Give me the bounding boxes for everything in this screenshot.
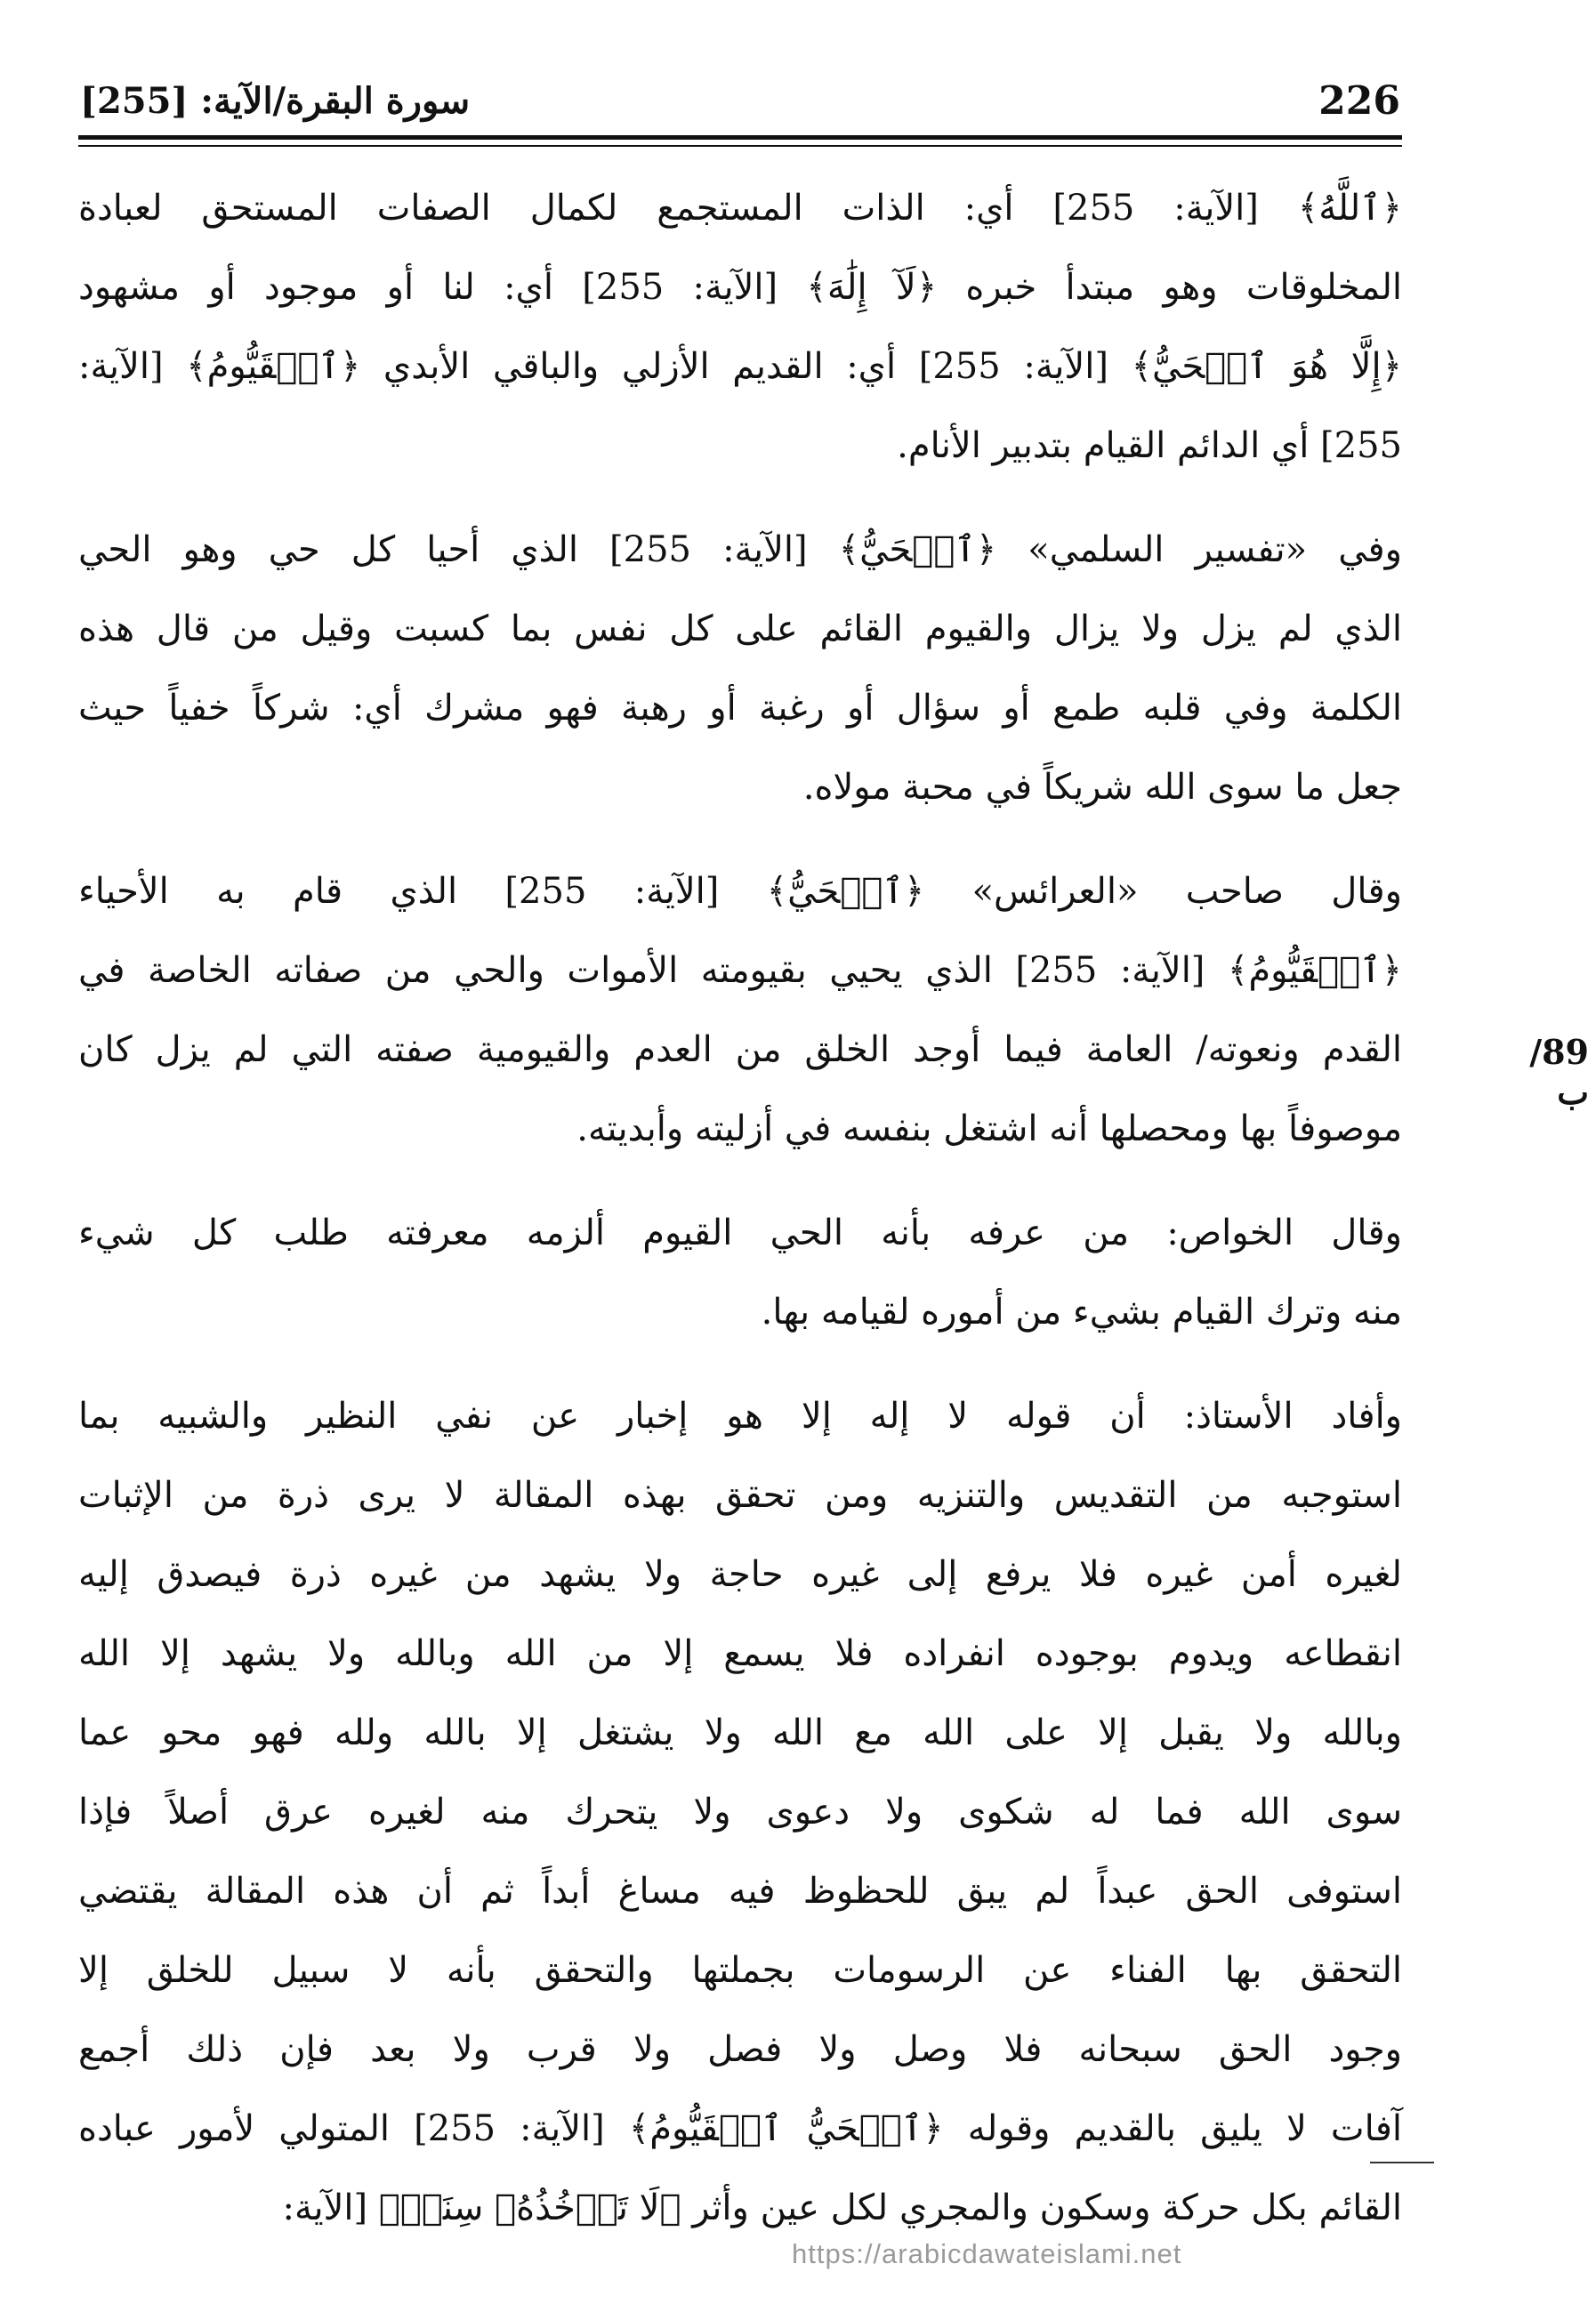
page-number: 226 [1318, 78, 1400, 124]
text-line: وفي «تفسير السلمي» ﴿ٱلۡحَيُّ﴾ [الآية: 255] الذي أحيا كل حي وهو الحي [78, 529, 1402, 570]
text-line: وقال صاحب «العرائس» ﴿ٱلۡحَيُّ﴾ [الآية: 255] الذي قام به الأحياء [78, 871, 1402, 912]
text-line: التحقق بها الفناء عن الرسومات بجملتها والتحقق بأنه لا سبيل للخلق إلا [78, 1950, 1402, 1991]
paragraph [78, 1194, 1402, 1352]
header-rule-thick [78, 135, 1402, 140]
text-line: منه وترك القيام بشيء من أموره لقيامه بها. [761, 1292, 1402, 1333]
text-line: ﴿إِلَّا هُوَ ٱلۡحَيُّ﴾ [الآية: 255] أي: القديم الأزلي والباقي الأبدي ﴿ٱلۡقَيُّومُ﴾ [الآية: [78, 346, 1403, 387]
header-rule-thin [78, 145, 1402, 147]
text-line: وأفاد الأستاذ: أن قوله لا إله إلا هو إخبار عن نفي النظير والشبيه بما [78, 1396, 1402, 1437]
text-line: القائم بكل حركة وسكون والمجري لكل عين وأثر ﴿لَا تَأۡخُذُهُۥ سِنَةٞ﴾ [الآية: [282, 2187, 1402, 2228]
paragraph [78, 1377, 1402, 2248]
text-line: 255] أي الدائم القيام بتدبير الأنام. [897, 425, 1402, 466]
text-line: سوى الله فما له شكوى ولا دعوى ولا يتحرك منه لغيره عرق أصلاً فإذا [78, 1792, 1402, 1833]
paragraph [78, 852, 1402, 1169]
text-line: آفات لا يليق بالقديم وقوله ﴿ٱلۡحَيُّ ٱلۡقَيُّومُ﴾ [الآية: 255] المتولي لأمور عباده [78, 2108, 1402, 2149]
text-line: الذي لم يزل ولا يزال والقيوم القائم على كل نفس بما كسبت وقيل من قال هذه [78, 608, 1402, 649]
text-line: لغيره أمن غيره فلا يرفع إلى غيره حاجة ولا يشهد من غيره ذرة فيصدق إليه [78, 1554, 1402, 1595]
text-line: استوجبه من التقديس والتنزيه ومن تحقق بهذه المقالة لا يرى ذرة من الإثبات [78, 1475, 1402, 1516]
body-text [78, 169, 1402, 2273]
text-line: استوفى الحق عبداً لم يبق للحظوظ فيه مساغ أبداً ثم أن هذه المقالة يقتضي [78, 1871, 1402, 1912]
watermark-url: https://arabicdawateislami.net [792, 2238, 1182, 2269]
running-title: سورة البقرة/الآية: [255] [80, 80, 471, 122]
text-line: وقال الخواص: من عرفه بأنه الحي القيوم ألزمه معرفته طلب كل شيء [78, 1212, 1402, 1253]
paragraph [78, 511, 1402, 827]
footnote-separator [1370, 2162, 1434, 2163]
text-line: المخلوقات وهو مبتدأ خبره ﴿لَآ إِلَٰهَ﴾ [الآية: 255] أي: لنا أو موجود أو مشهود [78, 267, 1403, 308]
text-line: موصوفاً بها ومحصلها أنه اشتغل بنفسه في أزليته وأبديته. [576, 1108, 1402, 1149]
margin-folio-note: 89/ب [1529, 1032, 1589, 1112]
paragraph [78, 169, 1402, 486]
text-line: انقطاعه ويدوم بوجوده انفراده فلا يسمع إلا من الله وبالله ولا يشهد إلا الله [78, 1633, 1402, 1674]
text-line: الكلمة وفي قلبه طمع أو سؤال أو رغبة أو رهبة فهو مشرك أي: شركاً خفياً حيث [78, 688, 1402, 729]
page-header [78, 78, 1402, 137]
text-line: جعل ما سوى الله شريكاً في محبة مولاه. [802, 767, 1402, 808]
text-line: وجود الحق سبحانه فلا وصل ولا فصل ولا قرب ولا بعد فإن ذلك أجمع [78, 2029, 1402, 2070]
text-line: ﴿ٱللَّهُ﴾ [الآية: 255] أي: الذات المستجمع لكمال الصفات المستحق لعبادة [78, 188, 1403, 229]
text-line: ﴿ٱلۡقَيُّومُ﴾ [الآية: 255] الذي يحيي بقيومته الأموات والحي من صفاته الخاصة في [78, 950, 1402, 991]
text-line: القدم ونعوته/ العامة فيما أوجد الخلق من العدم والقيومية صفته التي لم يزل كان [78, 1029, 1402, 1070]
text-line: وبالله ولا يقبل إلا على الله مع الله ولا يشتغل إلا بالله ولله فهو محو عما [78, 1712, 1402, 1753]
